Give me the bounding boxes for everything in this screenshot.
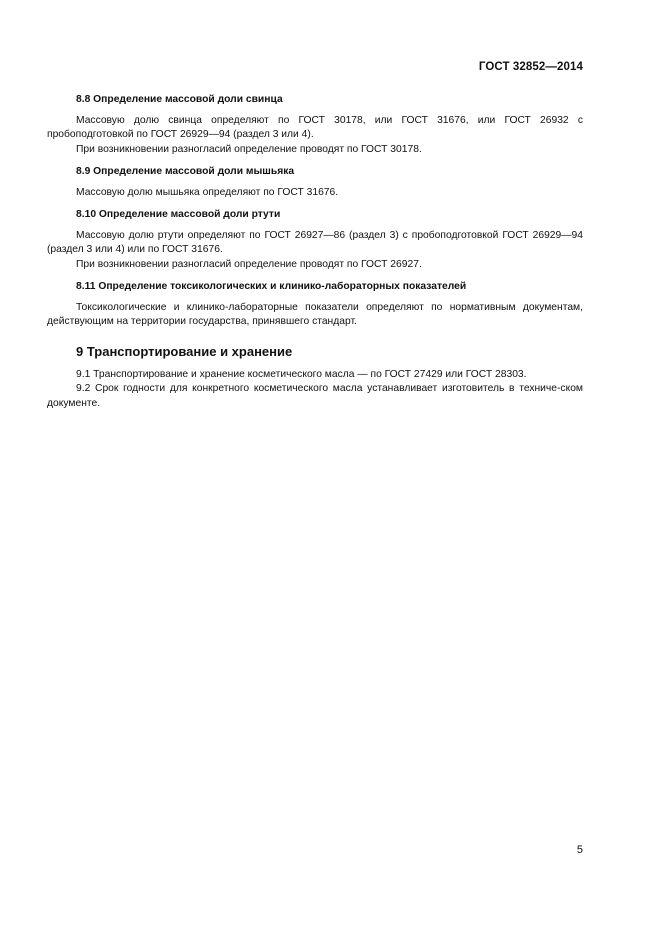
subsection-8-11 (47, 280, 583, 330)
paragraph: Токсикологические и клинико-лабораторные показатели определяют по нормативным документам, действующим на территории государства, принявшего стандарт. (47, 301, 583, 327)
document-body (47, 93, 583, 411)
subsection-title: 8.9 Определение массовой доли мышьяка (76, 166, 295, 177)
paragraph: При возникновении разногласий определение проводят по ГОСТ 30178. (76, 143, 422, 155)
subsection-8-10 (47, 208, 583, 272)
subsection-title: 8.8 Определение массовой доли свинца (76, 94, 283, 105)
paragraph: Массовую долю свинца определяют по ГОСТ 30178, или ГОСТ 31676, или ГОСТ 26932 с пробоподготовкой по ГОСТ 26929—94 (раздел 3 или 4). (47, 114, 583, 140)
subsection-8-8 (47, 93, 583, 157)
paragraph: При возникновении разногласий определение проводят по ГОСТ 26927. (76, 258, 422, 270)
page-number: 5 (576, 844, 583, 856)
section-9 (47, 344, 583, 412)
paragraph: Массовую долю мышьяка определяют по ГОСТ 31676. (76, 186, 339, 198)
subsection-title: 8.11 Определение токсикологических и клинико-лабораторных показателей (76, 281, 467, 292)
subsection-title: 8.10 Определение массовой доли ртути (76, 209, 281, 220)
paragraph: 9.2 Срок годности для конкретного косметического масла устанавливает изготовитель в техниче-ском документе. (47, 383, 583, 409)
subsection-8-9 (47, 165, 583, 200)
section-title: 9 Транспортирование и хранение (76, 343, 293, 359)
paragraph: 9.1 Транспортирование и хранение косметического масла — по ГОСТ 27429 или ГОСТ 28303. (76, 368, 527, 380)
document-standard-id: ГОСТ 32852—2014 (478, 61, 583, 73)
paragraph: Массовую долю ртути определяют по ГОСТ 26927—86 (раздел 3) с пробоподготовкой ГОСТ 26929—94 (раздел 3 или 4) или по ГОСТ 31676. (47, 229, 583, 255)
